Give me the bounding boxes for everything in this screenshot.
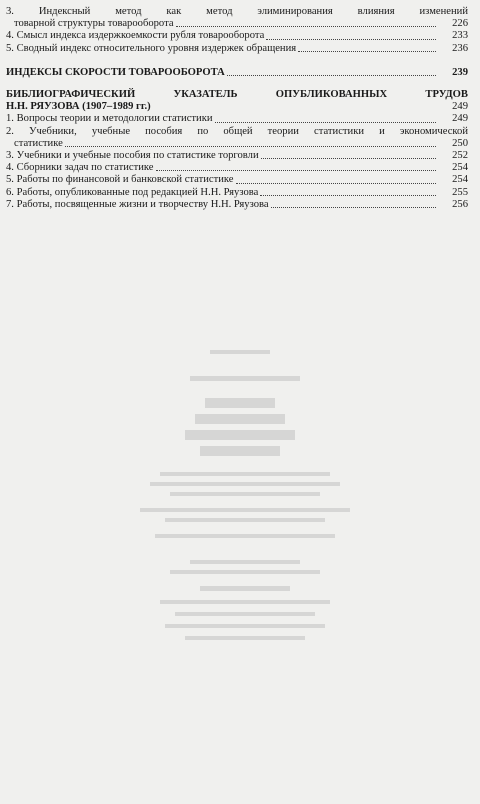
toc-entry-text-line1: 3. Индексный метод как метод элиминирования влияния изменений (6, 6, 468, 17)
toc-section (6, 67, 468, 79)
toc-page-number: 252 (452, 150, 468, 162)
toc-page-number: 249 (452, 101, 468, 113)
toc-section (6, 89, 468, 113)
toc-entry (6, 162, 468, 174)
leader-dots (227, 75, 436, 76)
toc-entry-text: 4. Сборники задач по статистике (6, 162, 154, 174)
leader-dots (65, 146, 436, 147)
toc-entry (6, 126, 468, 150)
toc-entry (6, 113, 468, 125)
toc-page-number: 254 (452, 174, 468, 186)
toc-entry-text: 4. Смысл индекса издержкоемкости рубля товарооборота (6, 30, 265, 42)
leader-dots (260, 195, 436, 196)
toc-page-number: 255 (452, 186, 468, 198)
toc-entry (6, 30, 468, 42)
toc-entry-text: 6. Работы, опубликованные под редакцией Н.Н. Ряузова (6, 186, 259, 198)
table-of-contents (6, 6, 468, 211)
toc-entry-text: 3. Учебники и учебные пособия по статистике торговли (6, 150, 259, 162)
toc-entry-text-line1: 2. Учебники, учебные пособия по общей теории статистики и экономической (6, 125, 468, 137)
toc-page-number: 256 (452, 198, 468, 210)
toc-entry-text: 5. Работы по финансовой и банковской статистике (6, 174, 234, 186)
leader-dots (271, 207, 436, 208)
toc-page-number: 236 (452, 42, 468, 54)
leader-dots (156, 170, 437, 171)
toc-entry-text: 7. Работы, посвященные жизни и творчеству Н.Н. Ряузова (6, 198, 269, 210)
toc-section-title-line2: Н.Н. РЯУЗОВА (1907–1989 гг.) (6, 101, 151, 113)
toc-section-title-line1: БИБЛИОГРАФИЧЕСКИЙ УКАЗАТЕЛЬ ОПУБЛИКОВАННЫХ ТРУДОВ (6, 89, 468, 101)
leader-dots (261, 158, 436, 159)
toc-entry (6, 6, 468, 30)
leader-dots (176, 26, 436, 27)
leader-dots (215, 122, 436, 123)
leader-dots (298, 51, 436, 52)
leader-dots (236, 183, 437, 184)
toc-page-number: 226 (452, 18, 468, 30)
toc-section-title: ИНДЕКСЫ СКОРОСТИ ТОВАРООБОРОТА (6, 66, 225, 78)
toc-entry (6, 150, 468, 162)
toc-entry (6, 187, 468, 199)
toc-entry (6, 199, 468, 211)
toc-entry-text: 1. Вопросы теории и методологии статистики (6, 113, 213, 125)
bleed-through-texture (130, 350, 370, 690)
leader-dots (266, 39, 436, 40)
toc-page-number: 249 (452, 113, 468, 125)
toc-page-number: 239 (452, 66, 468, 78)
toc-page-number: 254 (452, 162, 468, 174)
toc-entry-text: 5. Сводный индекс относительного уровня издержек обращения (6, 42, 297, 54)
toc-page-number: 250 (452, 137, 468, 149)
toc-entry (6, 43, 468, 55)
toc-entry-text-line2: статистике (14, 137, 63, 149)
toc-entry (6, 174, 468, 186)
toc-page-number: 233 (452, 30, 468, 42)
toc-entry-text-line2: товарной структуры товарооборота (14, 18, 174, 30)
